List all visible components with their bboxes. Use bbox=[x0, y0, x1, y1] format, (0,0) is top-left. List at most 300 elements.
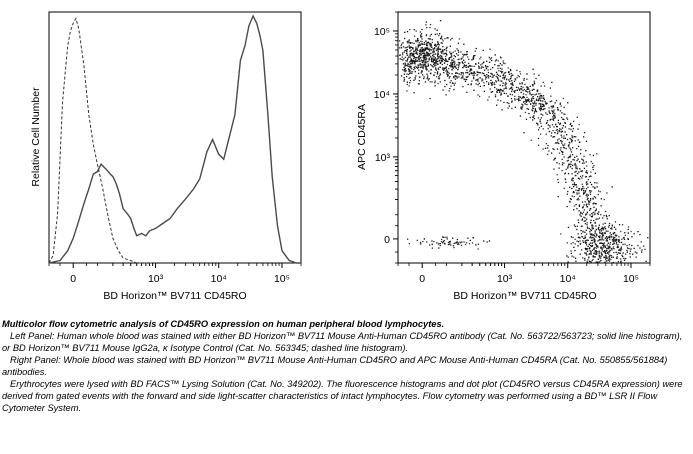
dotplot-event bbox=[533, 115, 534, 116]
dotplot-event bbox=[419, 56, 420, 57]
dotplot-event bbox=[545, 101, 546, 102]
dotplot-event bbox=[563, 138, 564, 139]
dotplot-x-axis-label: BD Horizon™ BV711 CD45RO bbox=[453, 290, 597, 302]
dotplot-event bbox=[519, 90, 520, 91]
dotplot-event bbox=[620, 250, 621, 251]
dotplot-event bbox=[415, 40, 416, 41]
dotplot-event bbox=[424, 44, 425, 45]
dotplot-event bbox=[627, 238, 628, 239]
dotplot-event bbox=[636, 252, 637, 253]
dotplot-event bbox=[422, 47, 423, 48]
dotplot-event bbox=[407, 59, 408, 60]
dotplot-event bbox=[443, 72, 444, 73]
dotplot-event bbox=[612, 186, 613, 187]
dotplot-event bbox=[560, 147, 561, 148]
dotplot-event bbox=[439, 60, 440, 61]
dotplot-event bbox=[417, 48, 418, 49]
dotplot-event bbox=[589, 244, 590, 245]
dotplot-event bbox=[429, 58, 430, 59]
dotplot-event bbox=[500, 92, 501, 93]
dotplot-event bbox=[451, 55, 452, 56]
dotplot-event bbox=[511, 77, 512, 78]
dotplot-event bbox=[579, 161, 580, 162]
dotplot-event bbox=[579, 196, 580, 197]
dotplot-event bbox=[548, 128, 549, 129]
cd45ro-histogram-line bbox=[49, 16, 301, 263]
dotplot-event bbox=[435, 34, 436, 35]
dotplot-event bbox=[576, 166, 577, 167]
dotplot-event bbox=[434, 65, 435, 66]
dotplot-event bbox=[551, 110, 552, 111]
dotplot-event bbox=[435, 85, 436, 86]
dotplot-event bbox=[457, 242, 458, 243]
dotplot-event bbox=[479, 58, 480, 59]
dotplot-event bbox=[430, 44, 431, 45]
dotplot-event bbox=[405, 60, 406, 61]
dotplot-event bbox=[568, 257, 569, 258]
dotplot-event bbox=[439, 78, 440, 79]
dotplot-event bbox=[606, 240, 607, 241]
dotplot-event bbox=[534, 73, 535, 74]
dotplot-event bbox=[422, 74, 423, 75]
dotplot-event bbox=[613, 262, 614, 263]
dotplot-event bbox=[505, 86, 506, 87]
dotplot-event bbox=[575, 239, 576, 240]
dotplot-event bbox=[446, 94, 447, 95]
dotplot-event bbox=[422, 43, 423, 44]
dotplot-event bbox=[571, 151, 572, 152]
dotplot-event bbox=[425, 62, 426, 63]
dotplot-event bbox=[454, 243, 455, 244]
dotplot-event bbox=[419, 44, 420, 45]
dotplot-event bbox=[630, 248, 631, 249]
dotplot-event bbox=[410, 80, 411, 81]
dotplot-event bbox=[417, 57, 418, 58]
dotplot-event bbox=[516, 87, 517, 88]
dotplot-event bbox=[574, 196, 575, 197]
dotplot-event bbox=[415, 71, 416, 72]
dotplot-event bbox=[588, 195, 589, 196]
dotplot-event bbox=[601, 236, 602, 237]
dotplot-event bbox=[433, 50, 434, 51]
dotplot-event bbox=[498, 80, 499, 81]
dotplot-event bbox=[581, 159, 582, 160]
dotplot-event bbox=[596, 262, 597, 263]
dotplot-event bbox=[420, 243, 421, 244]
dotplot-event bbox=[538, 129, 539, 130]
dotplot-event bbox=[534, 112, 535, 113]
dotplot-event bbox=[578, 199, 579, 200]
caption-title: Multicolor flow cytometric analysis of CD45RO expression on human peripheral blood lymphocytes. bbox=[2, 319, 445, 329]
dotplot-event bbox=[464, 64, 465, 65]
dotplot-event bbox=[600, 191, 601, 192]
dotplot-event bbox=[631, 236, 632, 237]
dotplot-event bbox=[452, 82, 453, 83]
dotplot-event bbox=[610, 259, 611, 260]
dotplot-event bbox=[473, 78, 474, 79]
dotplot-event bbox=[502, 85, 503, 86]
dotplot-event bbox=[557, 139, 558, 140]
dotplot-event bbox=[480, 64, 481, 65]
dotplot-event bbox=[518, 96, 519, 97]
dotplot-event bbox=[552, 116, 553, 117]
dotplot-event bbox=[477, 84, 478, 85]
dotplot-event bbox=[463, 44, 464, 45]
dotplot-event bbox=[602, 217, 603, 218]
dotplot-event bbox=[409, 45, 410, 46]
dotplot-event bbox=[579, 237, 580, 238]
dotplot-event bbox=[571, 180, 572, 181]
dotplot-event bbox=[578, 190, 579, 191]
dotplot-event bbox=[406, 90, 407, 91]
dotplot-event bbox=[430, 56, 431, 57]
dotplot-event bbox=[443, 237, 444, 238]
dotplot-event bbox=[578, 178, 579, 179]
dotplot-event bbox=[437, 48, 438, 49]
dotplot-event bbox=[636, 257, 637, 258]
dotplot-event bbox=[430, 53, 431, 54]
dotplot-event bbox=[431, 49, 432, 50]
figure-caption bbox=[2, 318, 690, 414]
dotplot-event bbox=[403, 58, 404, 59]
dotplot-event bbox=[525, 94, 526, 95]
dotplot-event bbox=[539, 103, 540, 104]
dotplot-event bbox=[503, 83, 504, 84]
dotplot-event bbox=[553, 120, 554, 121]
dotplot-event bbox=[462, 86, 463, 87]
dotplot-event bbox=[404, 74, 405, 75]
dotplot-event bbox=[555, 102, 556, 103]
dotplot-event bbox=[609, 225, 610, 226]
dotplot-event bbox=[401, 59, 402, 60]
dotplot-event bbox=[590, 200, 591, 201]
dotplot-event bbox=[603, 245, 604, 246]
dotplot-event bbox=[591, 213, 592, 214]
dotplot-event bbox=[628, 232, 629, 233]
dotplot-event bbox=[514, 98, 515, 99]
dotplot-event bbox=[528, 98, 529, 99]
dotplot-event bbox=[511, 91, 512, 92]
dotplot-event bbox=[523, 101, 524, 102]
dotplot-event bbox=[466, 77, 467, 78]
dotplot-event bbox=[599, 252, 600, 253]
dotplot-event bbox=[449, 243, 450, 244]
dotplot-event bbox=[424, 57, 425, 58]
dotplot-event bbox=[618, 261, 619, 262]
dotplot-event bbox=[487, 99, 488, 100]
dotplot-event bbox=[579, 206, 580, 207]
dotplot-event bbox=[409, 82, 410, 83]
dotplot-event bbox=[572, 237, 573, 238]
dotplot-event bbox=[461, 73, 462, 74]
dotplot-event bbox=[473, 55, 474, 56]
dotplot-event bbox=[401, 45, 402, 46]
dotplot-event bbox=[643, 245, 644, 246]
dotplot-event bbox=[573, 186, 574, 187]
dotplot-event bbox=[438, 57, 439, 58]
dotplot-event bbox=[437, 64, 438, 65]
dotplot-event bbox=[596, 219, 597, 220]
dotplot-event bbox=[601, 233, 602, 234]
dotplot-event bbox=[488, 77, 489, 78]
dotplot-event bbox=[597, 262, 598, 263]
dotplot-event bbox=[470, 65, 471, 66]
dotplot-event bbox=[430, 73, 431, 74]
dotplot-event bbox=[438, 46, 439, 47]
dotplot-event bbox=[568, 173, 569, 174]
dotplot-event bbox=[500, 57, 501, 58]
dotplot-event bbox=[465, 81, 466, 82]
dotplot-event bbox=[509, 105, 510, 106]
dotplot-event bbox=[581, 226, 582, 227]
dotplot-event bbox=[400, 54, 401, 55]
dotplot-event bbox=[586, 205, 587, 206]
dotplot-event bbox=[424, 76, 425, 77]
dotplot-event bbox=[518, 87, 519, 88]
dotplot-event bbox=[572, 165, 573, 166]
dotplot-event bbox=[595, 210, 596, 211]
dotplot-event bbox=[637, 231, 638, 232]
dotplot-event bbox=[467, 238, 468, 239]
dotplot-event bbox=[641, 241, 642, 242]
dotplot-event bbox=[426, 52, 427, 53]
dotplot-event bbox=[427, 47, 428, 48]
dotplot-event bbox=[515, 79, 516, 80]
dotplot-event bbox=[571, 256, 572, 257]
dotplot-event bbox=[538, 100, 539, 101]
dotplot-event bbox=[614, 243, 615, 244]
dotplot-event bbox=[590, 182, 591, 183]
dotplot-event bbox=[582, 175, 583, 176]
dotplot-event bbox=[403, 46, 404, 47]
dotplot-event bbox=[421, 64, 422, 65]
dotplot-event bbox=[563, 98, 564, 99]
dotplot-event bbox=[567, 242, 568, 243]
dotplot-event bbox=[600, 214, 601, 215]
dotplot-event bbox=[586, 252, 587, 253]
dotplot-event bbox=[581, 190, 582, 191]
dotplot-event bbox=[505, 85, 506, 86]
dotplot-event bbox=[414, 29, 415, 30]
dotplot-event bbox=[411, 73, 412, 74]
dotplot-event bbox=[646, 261, 647, 262]
dotplot-event bbox=[593, 165, 594, 166]
dotplot-event bbox=[426, 45, 427, 46]
dotplot-event bbox=[407, 58, 408, 59]
dotplot-event bbox=[580, 153, 581, 154]
dotplot-event bbox=[532, 119, 533, 120]
dotplot-event bbox=[582, 186, 583, 187]
dotplot-event bbox=[504, 72, 505, 73]
dotplot-event bbox=[521, 108, 522, 109]
dotplot-event bbox=[587, 198, 588, 199]
dotplot-event bbox=[444, 60, 445, 61]
dotplot-event bbox=[438, 43, 439, 44]
dotplot-event bbox=[433, 64, 434, 65]
dotplot-event bbox=[524, 103, 525, 104]
dotplot-event bbox=[454, 63, 455, 64]
dotplot-event bbox=[506, 83, 507, 84]
dotplot-event bbox=[406, 73, 407, 74]
dotplot-event bbox=[596, 246, 597, 247]
dotplot-event bbox=[611, 257, 612, 258]
dotplot-event bbox=[585, 150, 586, 151]
dotplot-event bbox=[603, 244, 604, 245]
dotplot-event bbox=[466, 79, 467, 80]
dotplot-event bbox=[402, 57, 403, 58]
dotplot-event bbox=[560, 129, 561, 130]
dotplot-event bbox=[404, 79, 405, 80]
dotplot-event bbox=[641, 249, 642, 250]
dotplot-event bbox=[594, 213, 595, 214]
dotplot-event bbox=[557, 131, 558, 132]
dotplot-event bbox=[437, 61, 438, 62]
dotplot-event bbox=[411, 63, 412, 64]
dotplot-event bbox=[467, 72, 468, 73]
dotplot-event bbox=[498, 60, 499, 61]
dotplot-event bbox=[463, 66, 464, 67]
dotplot-event bbox=[564, 107, 565, 108]
dotplot-event bbox=[528, 100, 529, 101]
dotplot-event bbox=[446, 69, 447, 70]
dotplot-event bbox=[511, 87, 512, 88]
dotplot-event bbox=[574, 172, 575, 173]
dotplot-event bbox=[456, 76, 457, 77]
dotplot-event bbox=[431, 34, 432, 35]
dotplot-event bbox=[567, 206, 568, 207]
histogram-y-axis-label: Relative Cell Number bbox=[30, 87, 42, 187]
dotplot-event bbox=[562, 159, 563, 160]
dotplot-event bbox=[409, 243, 410, 244]
dotplot-event bbox=[600, 260, 601, 261]
dotplot-event bbox=[588, 179, 589, 180]
dotplot-event bbox=[560, 140, 561, 141]
dotplot-event bbox=[629, 253, 630, 254]
dotplot-event bbox=[462, 63, 463, 64]
dotplot-event bbox=[534, 106, 535, 107]
dotplot-event bbox=[449, 90, 450, 91]
dotplot-event bbox=[464, 54, 465, 55]
dotplot-event bbox=[526, 119, 527, 120]
dotplot-event bbox=[437, 83, 438, 84]
dotplot-event bbox=[506, 78, 507, 79]
dotplot-event bbox=[602, 228, 603, 229]
dotplot-event bbox=[619, 224, 620, 225]
dotplot-event bbox=[524, 89, 525, 90]
dotplot-event bbox=[546, 103, 547, 104]
dotplot-event bbox=[500, 68, 501, 69]
dotplot-event bbox=[586, 234, 587, 235]
dotplot-event bbox=[529, 92, 530, 93]
dotplot-event bbox=[503, 77, 504, 78]
dotplot-event bbox=[478, 72, 479, 73]
dotplot-event bbox=[449, 88, 450, 89]
dotplot-event bbox=[550, 101, 551, 102]
dotplot-event bbox=[448, 68, 449, 69]
dotplot-event bbox=[420, 242, 421, 243]
dotplot-event bbox=[620, 258, 621, 259]
dotplot-event bbox=[596, 235, 597, 236]
dotplot-event bbox=[420, 41, 421, 42]
dotplot-event bbox=[543, 105, 544, 106]
dotplot-event bbox=[491, 60, 492, 61]
dotplot-event bbox=[576, 184, 577, 185]
dotplot-event bbox=[559, 153, 560, 154]
dotplot-event bbox=[612, 244, 613, 245]
dotplot-event bbox=[577, 129, 578, 130]
dotplot-event bbox=[588, 240, 589, 241]
dotplot-event bbox=[535, 108, 536, 109]
dotplot-event bbox=[574, 164, 575, 165]
dotplot-event bbox=[470, 69, 471, 70]
dotplot-event bbox=[570, 129, 571, 130]
dotplot-event bbox=[601, 230, 602, 231]
dotplot-event bbox=[503, 62, 504, 63]
dotplot-event bbox=[530, 117, 531, 118]
dotplot-event bbox=[546, 134, 547, 135]
dotplot-event bbox=[605, 252, 606, 253]
dotplot-event bbox=[498, 75, 499, 76]
dotplot-event bbox=[437, 54, 438, 55]
dotplot-x-tick-label: 0 bbox=[419, 273, 426, 285]
dotplot-event bbox=[606, 231, 607, 232]
dotplot-event bbox=[589, 214, 590, 215]
dotplot-event bbox=[578, 171, 579, 172]
dotplot-event bbox=[436, 242, 437, 243]
dotplot-event bbox=[533, 117, 534, 118]
dotplot-event bbox=[526, 79, 527, 80]
dotplot-event bbox=[579, 204, 580, 205]
dotplot-event bbox=[489, 240, 490, 241]
dotplot-event bbox=[406, 76, 407, 77]
dotplot-event bbox=[538, 138, 539, 139]
dotplot-event bbox=[408, 69, 409, 70]
dotplot-event bbox=[552, 113, 553, 114]
dotplot-event bbox=[511, 75, 512, 76]
dotplot-event bbox=[577, 245, 578, 246]
dotplot-event bbox=[592, 199, 593, 200]
dotplot-event bbox=[567, 139, 568, 140]
dotplot-event bbox=[621, 239, 622, 240]
dotplot-event bbox=[470, 240, 471, 241]
dotplot-event bbox=[430, 35, 431, 36]
dotplot-event bbox=[444, 240, 445, 241]
dotplot-event bbox=[563, 135, 564, 136]
dotplot-event bbox=[514, 96, 515, 97]
dotplot-event bbox=[442, 51, 443, 52]
dotplot-event bbox=[590, 242, 591, 243]
dotplot-event bbox=[588, 204, 589, 205]
dotplot-event bbox=[562, 127, 563, 128]
dotplot-event bbox=[436, 76, 437, 77]
dotplot-event bbox=[634, 248, 635, 249]
dotplot-event bbox=[450, 244, 451, 245]
dotplot-event bbox=[593, 220, 594, 221]
dotplot-event bbox=[445, 237, 446, 238]
dotplot-event bbox=[463, 79, 464, 80]
dotplot-event bbox=[520, 97, 521, 98]
dotplot-event bbox=[616, 252, 617, 253]
dotplot-event bbox=[574, 159, 575, 160]
dotplot-event bbox=[554, 132, 555, 133]
dotplot-event bbox=[602, 235, 603, 236]
dotplot-event bbox=[457, 69, 458, 70]
dotplot-event bbox=[603, 215, 604, 216]
dotplot-event bbox=[493, 75, 494, 76]
dotplot-event bbox=[445, 70, 446, 71]
dotplot-event bbox=[577, 173, 578, 174]
dotplot-event bbox=[451, 38, 452, 39]
